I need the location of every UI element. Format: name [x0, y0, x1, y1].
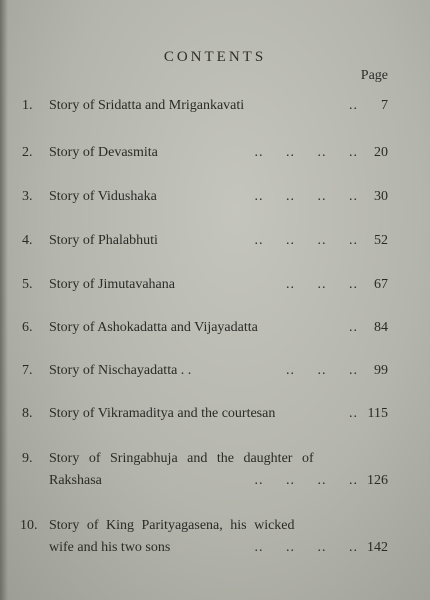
- entry-title: Story of Sringabhuja and the daughter of: [49, 451, 314, 466]
- leader-dots: .. .. .. ..: [254, 540, 358, 555]
- entry-title: Story of Ashokadatta and Vijayadatta: [49, 320, 258, 335]
- entry-page: 52: [374, 233, 388, 248]
- page-title: CONTENTS: [163, 49, 267, 65]
- entry-title: Story of Jimutavahana: [49, 277, 175, 292]
- leader-dots: .. .. ..: [286, 363, 358, 378]
- leader-dots: .. .. .. ..: [254, 233, 358, 248]
- entry-title: Story of Devasmita: [49, 145, 158, 160]
- leader-dots: .. .. .. ..: [254, 145, 358, 160]
- entry-page: 20: [374, 145, 388, 160]
- entry-number: 2.: [22, 145, 33, 160]
- entry-number: 1.: [22, 98, 33, 113]
- leader-dots: .. .. ..: [286, 277, 358, 292]
- entry-page: 142: [367, 540, 388, 555]
- leader-dots: .. .. .. ..: [254, 189, 358, 204]
- entry-title-continued: Rakshasa: [49, 473, 102, 488]
- entry-title: Story of King Parityagasena, his wicked: [49, 518, 295, 533]
- entry-page: 99: [374, 363, 388, 378]
- entry-page: 30: [374, 189, 388, 204]
- leader-dots: .. .. .. ..: [254, 473, 358, 488]
- entry-page: 126: [367, 473, 388, 488]
- leader-dots: ..: [349, 320, 358, 335]
- entry-page: 67: [374, 277, 388, 292]
- entry-title-continued: wife and his two sons: [49, 540, 171, 555]
- leader-dots: ..: [349, 98, 358, 113]
- entry-number: 5.: [22, 277, 33, 292]
- entry-page: 84: [374, 320, 388, 335]
- entry-page: 7: [381, 98, 388, 113]
- entry-title: Story of Sridatta and Mrigankavati: [49, 98, 245, 113]
- entry-title: Story of Phalabhuti: [49, 233, 158, 248]
- entry-number: 3.: [22, 189, 33, 204]
- entry-number: 6.: [22, 320, 33, 335]
- entry-page: 115: [367, 406, 388, 421]
- binding-shadow: [0, 0, 8, 600]
- entry-number: 7.: [22, 363, 33, 378]
- entry-number: 10.: [20, 518, 38, 533]
- entry-title: Story of Nischayadatta . .: [49, 363, 192, 378]
- entry-title: Story of Vidushaka: [49, 189, 157, 204]
- page-column-label: Page: [360, 68, 388, 83]
- entry-number: 8.: [22, 406, 33, 421]
- leader-dots: ..: [349, 406, 358, 421]
- entry-title: Story of Vikramaditya and the courtesan: [49, 406, 276, 421]
- entry-number: 9.: [22, 451, 33, 466]
- entry-number: 4.: [22, 233, 33, 248]
